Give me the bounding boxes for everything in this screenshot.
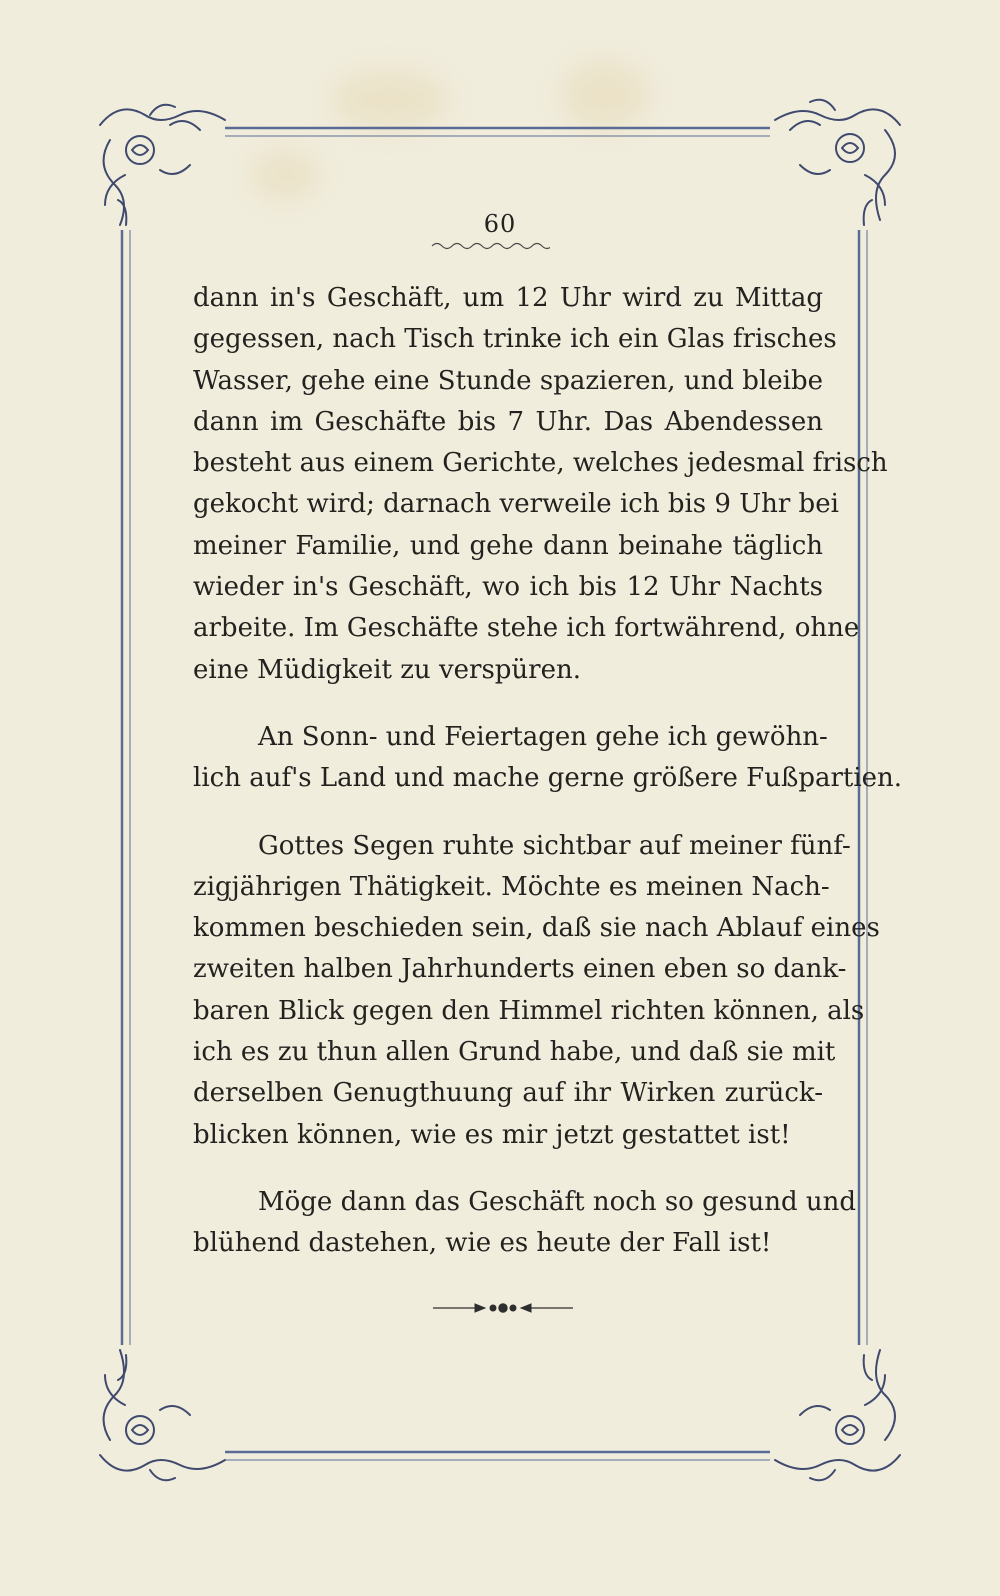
text-line: Gottes Segen ruhte sichtbar auf meiner fünf- [258, 830, 851, 861]
end-ornament-icon [433, 1300, 573, 1316]
text-line: kommen beschieden sein, daß sie nach Ablauf eines [193, 913, 880, 944]
paragraph [193, 278, 888, 691]
text-line: Wasser, gehe eine Stunde spazieren, und bleibe [193, 365, 823, 396]
text-line: besteht aus einem Gerichte, welches jedesmal frisch [193, 448, 888, 479]
paragraph [193, 826, 880, 1156]
paragraph [193, 717, 903, 800]
text-line: lich auf's Land und mache gerne größere Fußpartien. [193, 763, 903, 794]
text-line: dann in's Geschäft, um 12 Uhr wird zu Mittag [193, 283, 823, 313]
text-line: blicken können, wie es mir jetzt gestattet ist! [193, 1119, 791, 1150]
wavy-rule-icon [430, 240, 550, 250]
text-line: Möge dann das Geschäft noch so gesund und [258, 1186, 856, 1217]
text-line: wieder in's Geschäft, wo ich bis 12 Uhr Nachts [193, 572, 823, 603]
paragraph [193, 1182, 856, 1265]
text-line: An Sonn- und Feiertagen gehe ich gewöhn- [258, 721, 828, 752]
text-line: baren Blick gegen den Himmel richten können, als [193, 995, 865, 1026]
page-number: 60 [483, 210, 517, 238]
text-line: zigjährigen Thätigkeit. Möchte es meinen Nach- [193, 871, 830, 902]
text-line: eine Müdigkeit zu verspüren. [193, 654, 582, 685]
text-line: dann im Geschäfte bis 7 Uhr. Das Abendessen [193, 406, 823, 437]
text-line: derselben Genugthuung auf ihr Wirken zurück- [193, 1078, 823, 1109]
body-text [193, 278, 903, 1265]
text-line: arbeite. Im Geschäfte stehe ich fortwährend, ohne [193, 613, 860, 644]
text-line: blühend dastehen, wie es heute der Fall ist! [193, 1228, 772, 1259]
text-line: gegessen, nach Tisch trinke ich ein Glas frisches [193, 324, 837, 355]
text-line: meiner Familie, und gehe dann beinahe täglich [193, 530, 823, 561]
text-line: zweiten halben Jahrhunderts einen eben so dank- [193, 954, 847, 985]
text-line: ich es zu thun allen Grund habe, und daß sie mit [193, 1037, 836, 1068]
text-line: gekocht wird; darnach verweile ich bis 9 Uhr bei [193, 489, 839, 520]
